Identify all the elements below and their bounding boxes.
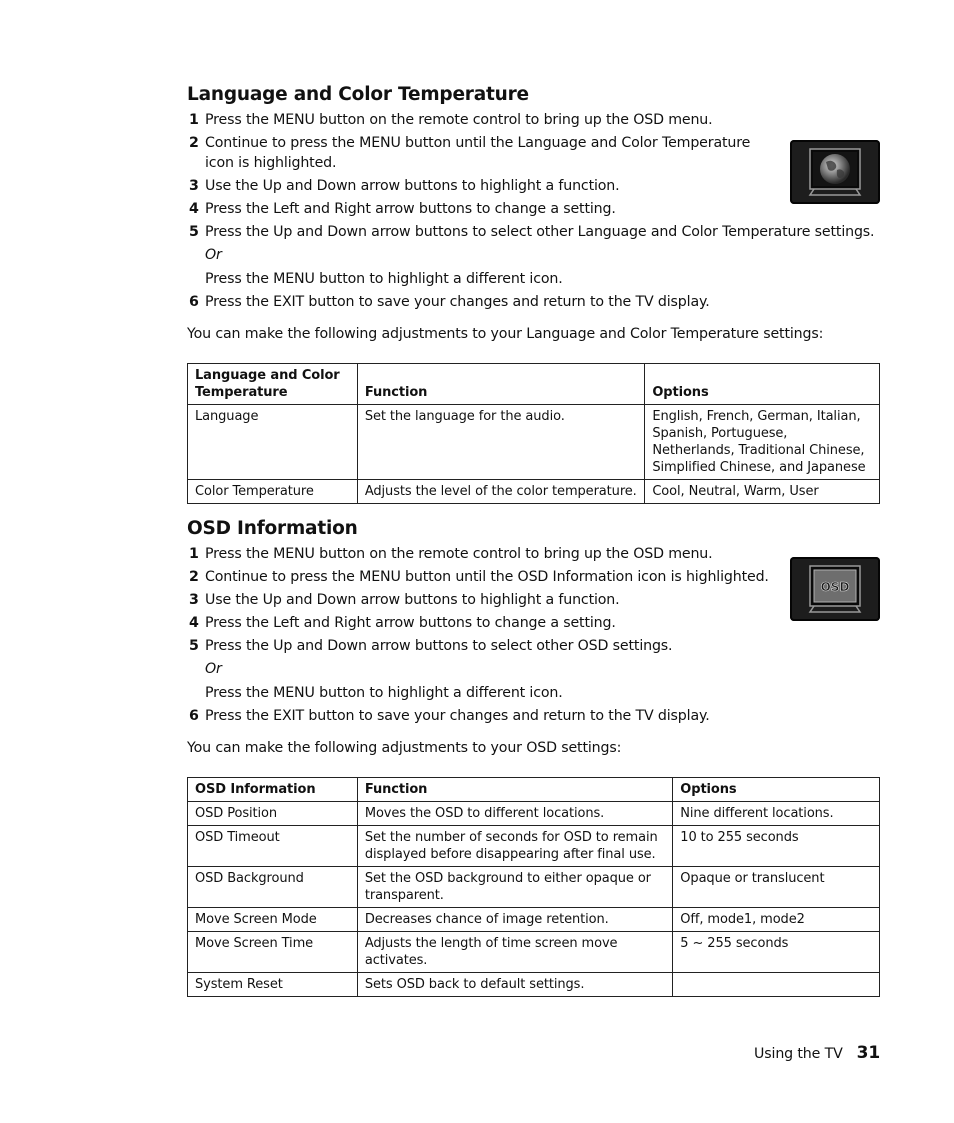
language-color-table [187,363,880,504]
footer-label: Using the TV [754,1046,843,1062]
globe-tv-icon-graphic [790,140,880,204]
step-item: 2 Continue to press the MENU button until the Language and Color Temperature icon is highlighted. [189,135,751,171]
table-row: OSD Position Moves the OSD to different locations. Nine different locations. [188,801,880,825]
section1-intro: You can make the following adjustments to your Language and Color Temperature settings: [187,326,824,342]
steps-language-color [187,111,880,312]
page-number: 31 [856,1043,880,1063]
step-item: 4 Press the Left and Right arrow buttons to change a setting. [189,200,616,217]
table-row: Language Set the language for the audio. English, French, German, Italian, Spanish, Portuguese, Netherlands, Traditional Chinese, Simplified Chinese, and Japanese [188,404,880,479]
osd-section [187,518,880,997]
step-item: 3 Use the Up and Down arrow buttons to highlight a function. [189,177,620,194]
table-row: System Reset Sets OSD back to default settings. [188,972,880,996]
step-item: 5 Press the Up and Down arrow buttons to select other OSD settings. Or Press the MENU button to highlight a different icon. [189,637,673,701]
steps-osd [187,545,880,727]
step-item: 6 Press the EXIT button to save your changes and return to the TV display. [189,707,710,724]
step-item: 1 Press the MENU button on the remote control to bring up the OSD menu. [189,545,713,562]
section-title-language-color: Language and Color Temperature [187,84,529,105]
globe-tv-icon [790,140,880,204]
osd-table [187,777,880,997]
osd-icon-label: OSD [820,579,850,594]
section-title-osd-information: OSD Information [187,517,358,539]
table-header-row: Language and Color Temperature Function Options [188,363,880,404]
step-item: 3 Use the Up and Down arrow buttons to highlight a function. [189,591,620,608]
step-item: 2 Continue to press the MENU button until the OSD Information icon is highlighted. [189,568,769,585]
section2-intro: You can make the following adjustments to your OSD settings: [187,740,622,756]
step-item: 5 Press the Up and Down arrow buttons to select other Language and Color Temperature settings. Or Press the MENU button to highlight a different icon. [189,223,875,287]
step-item: 6 Press the EXIT button to save your changes and return to the TV display. [189,293,710,310]
page-footer [752,1043,880,1063]
step-item: 4 Press the Left and Right arrow buttons to change a setting. [189,614,616,631]
table-row: OSD Timeout Set the number of seconds for OSD to remain displayed before disappearing after final use. 10 to 255 seconds [188,825,880,866]
table-row: OSD Background Set the OSD background to either opaque or transparent. Opaque or translucent [188,866,880,907]
osd-tv-icon-graphic [790,557,880,621]
page-content [187,84,880,997]
table-row: Color Temperature Adjusts the level of the color temperature. Cool, Neutral, Warm, User [188,479,880,503]
table-row: Move Screen Time Adjusts the length of time screen move activates. 5 ~ 255 seconds [188,931,880,972]
osd-tv-icon [790,557,880,621]
table-header-row: OSD Information Function Options [188,777,880,801]
table-row: Move Screen Mode Decreases chance of image retention. Off, mode1, mode2 [188,907,880,931]
step-item: 1 Press the MENU button on the remote control to bring up the OSD menu. [189,112,713,128]
